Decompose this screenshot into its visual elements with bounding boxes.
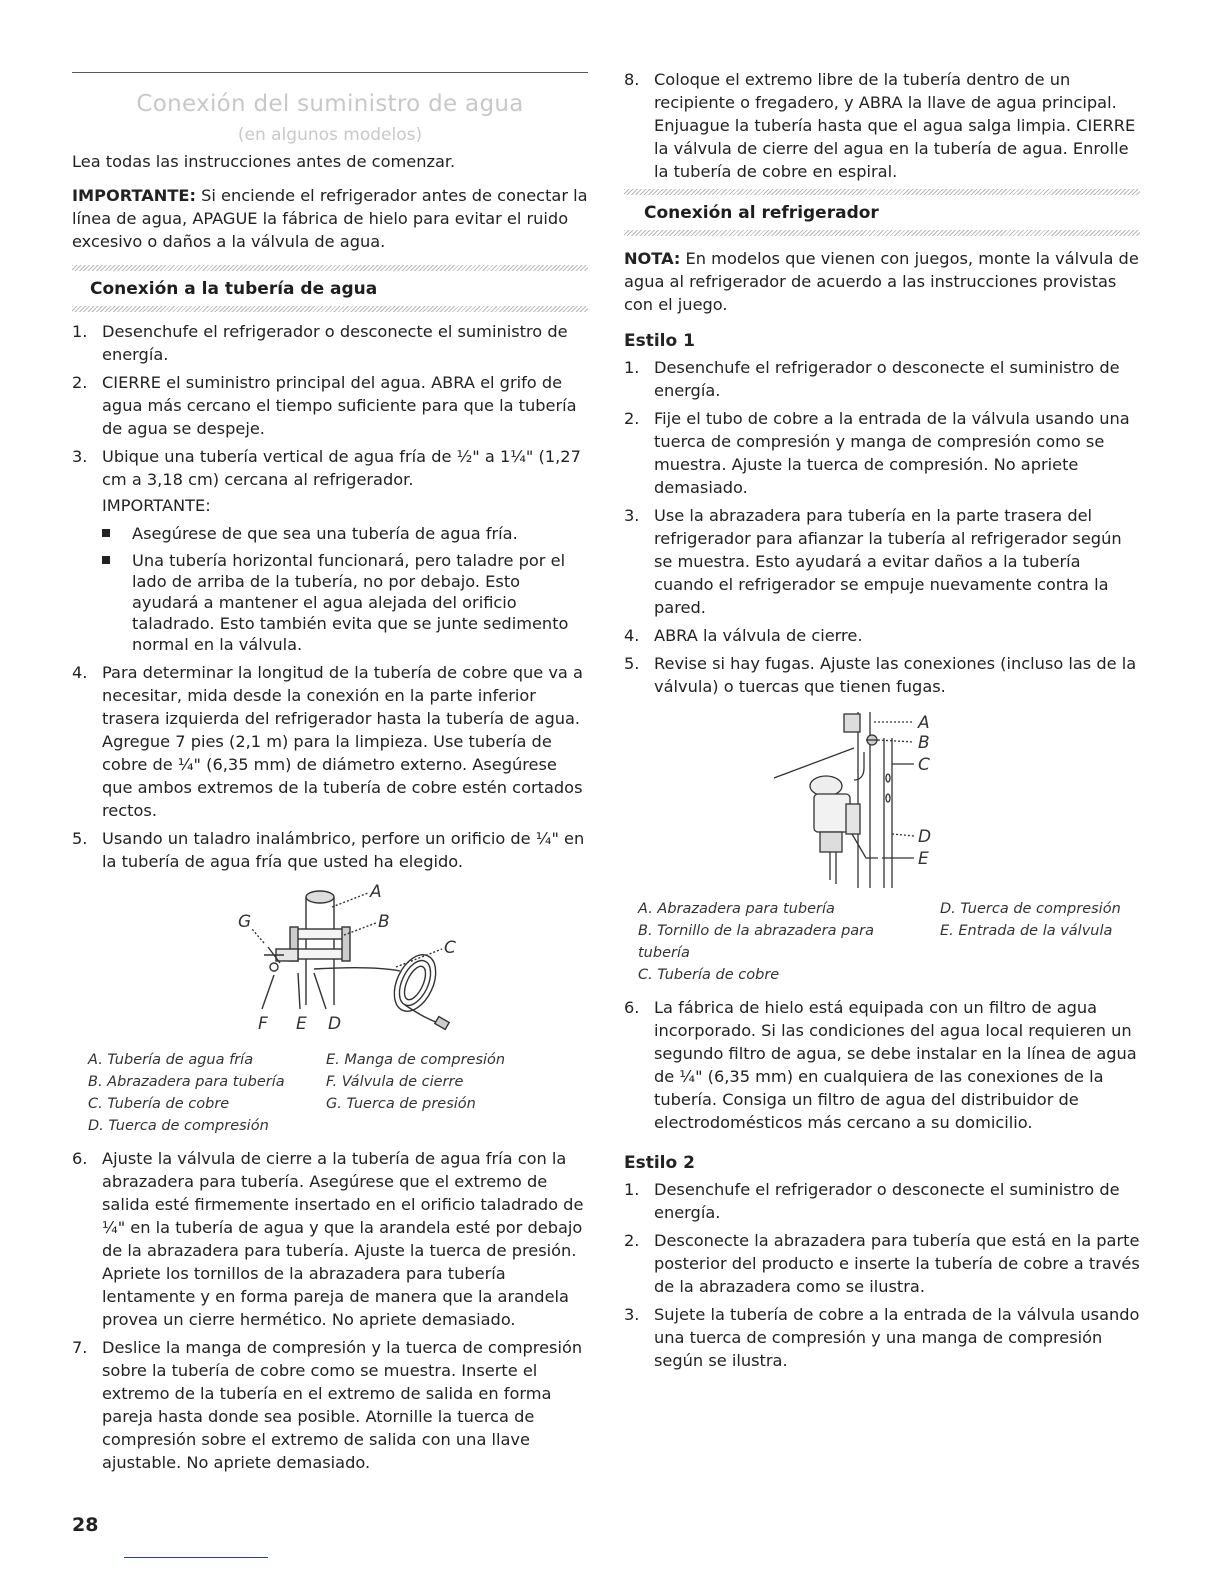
step-number: 8.: [624, 70, 640, 89]
figure-label-e: E: [918, 849, 929, 869]
intro-text: Lea todas las instrucciones antes de comenzar.: [72, 152, 456, 171]
hatch-divider: [624, 230, 1140, 236]
step-text: Desenchufe el refrigerador o desconecte el suministro de energía.: [654, 358, 1120, 400]
step-number: 3.: [72, 447, 88, 466]
step-text: Deslice la manga de compresión y la tuerca de compresión sobre la tubería de cobre como se muestra. Inserte el extremo de la tubería en el extremo de salida en forma pareja hasta donde sea posible. Atornille la tuerca de compresión sobre el extremo de salida con una llave ajustable. No apriete demasiado.: [102, 1338, 583, 1472]
style1-step-6: [624, 996, 1140, 1134]
refrigerator-valve-illustration: [774, 708, 974, 892]
step-number: 3.: [624, 1305, 640, 1324]
step3-bullets: [102, 523, 588, 655]
water-pipe-steps: [72, 320, 588, 873]
figure-label-d: D: [918, 827, 932, 847]
style1-step-1: [624, 356, 1140, 402]
top-rule: [72, 72, 588, 73]
step3-important-label: IMPORTANTE:: [102, 496, 211, 515]
important-paragraph: [72, 184, 588, 253]
step-number: 3.: [624, 506, 640, 525]
note-label: NOTA:: [624, 249, 681, 268]
section-title: Conexión al refrigerador: [644, 203, 879, 223]
legend-item: G. Tuerca de presión: [326, 1096, 476, 1112]
section-header-water-pipe: [72, 265, 588, 312]
step-text: Sujete la tubería de cobre a la entrada de la válvula usando una tuerca de compresión y una manga de compresión según se ilustra.: [654, 1305, 1140, 1370]
figure-label-a: A: [370, 883, 382, 902]
figure-label-b: B: [378, 912, 390, 932]
step-1: [72, 320, 588, 366]
style2-step-2: [624, 1229, 1140, 1298]
legend-item: B. Tornillo de la abrazadera para tubería: [638, 923, 875, 961]
step-6: [72, 1147, 588, 1331]
water-pipe-steps-end: [624, 68, 1140, 183]
style2-step-3: [624, 1303, 1140, 1372]
page-title: Conexión del suministro de agua: [136, 91, 524, 117]
step-number: 2.: [624, 409, 640, 428]
step-text: Fije el tubo de cobre a la entrada de la válvula usando una tuerca de compresión y manga de compresión como se muestra. Ajuste la tuerca de compresión. No apriete demasiado.: [654, 409, 1130, 497]
step-7: [72, 1336, 588, 1474]
legend-item: F. Válvula de cierre: [326, 1074, 464, 1090]
style1-steps-continued: [624, 996, 1140, 1134]
style1-title: Estilo 1: [624, 331, 695, 351]
hatch-divider: [72, 306, 588, 312]
step-number: 1.: [624, 1180, 640, 1199]
style1-step-3: [624, 504, 1140, 619]
style2-title: Estilo 2: [624, 1153, 695, 1173]
figure-label-e: E: [296, 1014, 307, 1034]
step-number: 1.: [72, 322, 88, 341]
note-paragraph: [624, 247, 1140, 316]
legend-item: B. Abrazadera para tubería: [88, 1074, 285, 1090]
step-3: [72, 445, 588, 655]
figure-label-c: C: [444, 938, 456, 958]
section-title: Conexión a la tubería de agua: [90, 279, 378, 299]
legend-item: C. Tubería de cobre: [88, 1096, 230, 1112]
step-number: 2.: [624, 1231, 640, 1250]
step-number: 4.: [624, 626, 640, 645]
step-text: Coloque el extremo libre de la tubería dentro de un recipiente o fregadero, y ABRA la llave de agua principal. Enjuague la tubería hasta que el agua salga limpia. CIERRE la válvula de cierre del agua en la tubería de agua. Enrolle la tubería de cobre en espiral.: [654, 70, 1136, 181]
figure-label-f: F: [258, 1014, 268, 1034]
section-header-refrigerator: [624, 189, 1140, 236]
step-number: 5.: [72, 829, 88, 848]
step-text: Usando un taladro inalámbrico, perfore un orificio de ¼" en la tubería de agua fría que usted ha elegido.: [102, 829, 585, 871]
step-number: 6.: [624, 998, 640, 1017]
bottom-link-rule[interactable]: [124, 1557, 268, 1558]
bullet-item: Una tubería horizontal funcionará, pero taladre por el lado de arriba de la tubería, no por debajo. Esto ayudará a mantener el agua alejada del orificio taladrado. Esto también evita que se junte sedimento normal en la válvula.: [102, 550, 588, 655]
legend-item: A. Tubería de agua fría: [88, 1052, 254, 1068]
figure-label-c: C: [918, 755, 930, 775]
left-column: [72, 68, 588, 1479]
style1-step-4: [624, 624, 1140, 647]
step-number: 5.: [624, 654, 640, 673]
step-8: [624, 68, 1140, 183]
right-column: [624, 68, 1140, 1377]
figure-label-g: G: [238, 912, 252, 932]
step-text: Desenchufe el refrigerador o desconecte el suministro de energía.: [654, 1180, 1120, 1222]
step-text: CIERRE el suministro principal del agua. ABRA el grifo de agua más cercano el tiempo suficiente para que la tubería de agua se despeje.: [102, 373, 577, 438]
step-text: Para determinar la longitud de la tubería de cobre que va a necesitar, mida desde la conexión en la parte inferior trasera izquierda del refrigerador hasta la tubería de agua. Agregue 7 pies (2,1 m) para la limpieza. Use tubería de cobre de ¼" (6,35 mm) de diámetro externo. Asegúrese que ambos extremos de la tubería de cobre estén cortados rectos.: [102, 663, 583, 820]
step-text: Use la abrazadera para tubería en la parte trasera del refrigerador para afianzar la tubería al refrigerador según se muestra. Esto ayudará a evitar daños a la tubería cuando el refrigerador se empuje nuevamente contra la pared.: [654, 506, 1122, 617]
style1-step-2: [624, 407, 1140, 499]
legend-item: E. Entrada de la válvula: [940, 923, 1113, 939]
legend-item: D. Tuerca de compresión: [88, 1118, 269, 1134]
note-text: En modelos que vienen con juegos, monte la válvula de agua al refrigerador de acuerdo a las instrucciones provistas con el juego.: [624, 249, 1139, 314]
style1-steps: [624, 356, 1140, 698]
step-number: 1.: [624, 358, 640, 377]
step-text: ABRA la válvula de cierre.: [654, 626, 863, 645]
legend-item: E. Manga de compresión: [326, 1052, 506, 1068]
step-text: Ubique una tubería vertical de agua fría de ½" a 1¼" (1,27 cm a 3,18 cm) cercana al refrigerador.: [102, 447, 581, 489]
step-2: [72, 371, 588, 440]
page-number: 28: [72, 1514, 99, 1536]
refrigerator-valve-figure: [774, 708, 974, 892]
important-text: Si enciende el refrigerador antes de conectar la línea de agua, APAGUE la fábrica de hielo para evitar el ruido excesivo o daños a la válvula de agua.: [72, 186, 588, 251]
step-number: 6.: [72, 1149, 88, 1168]
style2-steps: [624, 1178, 1140, 1372]
page-subtitle: (en algunos modelos): [237, 125, 423, 145]
legend-item: A. Abrazadera para tubería: [638, 901, 835, 917]
step-text: Desenchufe el refrigerador o desconecte el suministro de energía.: [102, 322, 568, 364]
step-text: La fábrica de hielo está equipada con un filtro de agua incorporado. Si las condiciones del agua local requieren un segundo filtro de agua, se debe instalar en la línea de agua de ¼" (6,35 mm) en cualquiera de las conexiones de la tubería. Consiga un filtro de agua del distribuidor de electrodomésticos más cercano a su domicilio.: [654, 998, 1137, 1132]
shutoff-valve-illustration: [200, 883, 460, 1043]
refrigerator-valve-legend: [638, 898, 1140, 986]
step-4: [72, 661, 588, 822]
style1-step-5: [624, 652, 1140, 698]
step-text: Revise si hay fugas. Ajuste las conexiones (incluso las de la válvula) o tuercas que tienen fugas.: [654, 654, 1137, 696]
step-number: 2.: [72, 373, 88, 392]
step-number: 7.: [72, 1338, 88, 1357]
figure-label-b: B: [918, 733, 930, 753]
step-text: Desconecte la abrazadera para tubería que está en la parte posterior del producto e inserte la tubería de cobre a través de la abrazadera como se ilustra.: [654, 1231, 1140, 1296]
legend-item: D. Tuerca de compresión: [940, 901, 1121, 917]
water-pipe-steps-continued: [72, 1147, 588, 1474]
step-number: 4.: [72, 663, 88, 682]
legend-item: C. Tubería de cobre: [638, 967, 780, 983]
step-5: [72, 827, 588, 873]
important-label: IMPORTANTE:: [72, 186, 196, 205]
style2-step-1: [624, 1178, 1140, 1224]
shutoff-valve-figure: [200, 883, 460, 1043]
step-text: Ajuste la válvula de cierre a la tubería de agua fría con la abrazadera para tubería. Asegúrese que el extremo de salida esté firmemente insertado en el orificio taladrado de ¼" en la tubería de agua y que la arandela esté por debajo de la abrazadera para tubería. Ajuste la tuerca de presión. Apriete los tornillos de la abrazadera para tubería lentamente y en forma pareja de manera que la arandela provea un cierre hermético. No apriete demasiado.: [102, 1149, 584, 1329]
bullet-item: Asegúrese de que sea una tubería de agua fría.: [102, 523, 588, 544]
figure-label-a: A: [918, 713, 930, 733]
shutoff-valve-legend: [88, 1049, 588, 1137]
figure-label-d: D: [328, 1014, 342, 1034]
